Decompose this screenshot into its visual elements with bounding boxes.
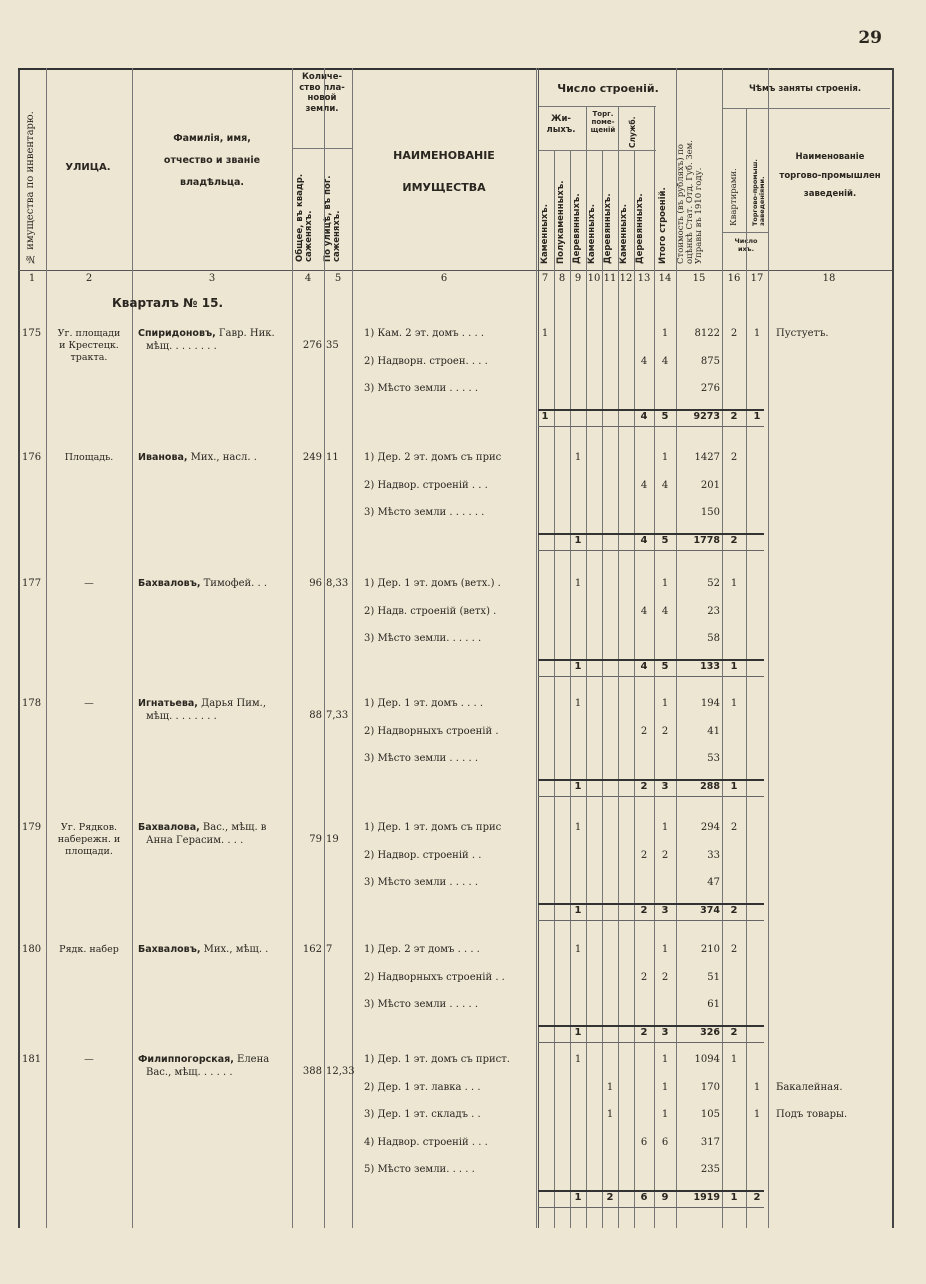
street-name: Уг. Рядков. bbox=[60, 822, 118, 833]
header-street: УЛИЦА. bbox=[65, 162, 111, 173]
property-name: 3) Мѣсто земли . . . . . . bbox=[364, 507, 485, 518]
column-number: 3 bbox=[208, 273, 216, 284]
building-count: 4 bbox=[640, 605, 648, 617]
owner-surname: Бахваловъ, bbox=[138, 578, 201, 589]
property-value: 51 bbox=[707, 971, 720, 983]
property-name: 4) Надвор. строеній . . . bbox=[364, 1136, 488, 1148]
column-number: 16 bbox=[727, 273, 741, 284]
total-trade: 1 bbox=[753, 410, 761, 422]
inventory-number: 181 bbox=[22, 1054, 42, 1065]
land-frontage: 8,33 bbox=[326, 578, 349, 589]
street-name: площади. bbox=[65, 846, 113, 857]
header-buildings-group: Число строеній. bbox=[557, 82, 659, 95]
property-value: 41 bbox=[707, 725, 720, 737]
total-building-count: 9 bbox=[661, 1191, 669, 1203]
total-rule-lower bbox=[538, 550, 764, 551]
column-rule bbox=[570, 150, 571, 1228]
inventory-number: 178 bbox=[22, 698, 42, 709]
building-count: 2 bbox=[640, 725, 648, 737]
property-name: 5) Мѣсто земли. . . . . bbox=[364, 1164, 475, 1175]
column-rule bbox=[768, 68, 769, 1228]
total-apartments: 2 bbox=[730, 534, 738, 546]
total-value: 374 bbox=[700, 904, 720, 916]
building-count: 2 bbox=[661, 849, 669, 861]
property-value: 23 bbox=[707, 605, 720, 617]
property-value: 47 bbox=[707, 877, 720, 888]
total-building-count: 2 bbox=[640, 904, 648, 916]
header-c9: Деревянныхъ. bbox=[572, 193, 582, 264]
property-name: 3) Мѣсто земли . . . . . bbox=[364, 753, 478, 764]
building-count: 1 bbox=[661, 1109, 669, 1120]
total-building-count: 3 bbox=[661, 904, 669, 916]
total-building-count: 1 bbox=[574, 1026, 582, 1038]
total-value: 288 bbox=[700, 780, 720, 792]
property-name: 2) Надв. строеній (ветх) . bbox=[364, 605, 497, 617]
enterprise-name: Пустуетъ. bbox=[776, 328, 829, 339]
building-count: 1 bbox=[574, 698, 582, 709]
header-c10: Каменныхъ. bbox=[587, 204, 597, 264]
total-building-count: 1 bbox=[574, 1191, 582, 1203]
total-rule-lower bbox=[538, 426, 764, 427]
property-value: 170 bbox=[700, 1081, 720, 1093]
property-name: 1) Кам. 2 эт. домъ . . . . bbox=[364, 328, 485, 339]
column-rule bbox=[554, 150, 555, 1228]
owner-name bbox=[138, 328, 275, 340]
owner-name bbox=[138, 452, 257, 464]
column-number: 10 bbox=[587, 273, 601, 284]
column-number: 2 bbox=[85, 273, 93, 284]
rule bbox=[722, 232, 768, 233]
total-value: 9273 bbox=[693, 410, 720, 422]
building-count: 1 bbox=[606, 1109, 614, 1120]
header-c17: Торгово-промыш. заведеніями. bbox=[751, 159, 766, 226]
header-c11: Деревянныхъ. bbox=[603, 193, 613, 264]
property-value: 52 bbox=[707, 578, 720, 589]
header-col1: № имущества по инвентарю. bbox=[25, 111, 36, 264]
property-name: 1) Дер. 1 эт. домъ съ прист. bbox=[364, 1054, 510, 1065]
total-building-count: 1 bbox=[574, 780, 582, 792]
owner-surname: Спиридоновъ, bbox=[138, 328, 216, 339]
header-c15: Стоимость (въ рубляхъ) по оцѣнкѣ Стат. Отд. Губ. Зем. Управы въ 1910 году. bbox=[676, 140, 704, 264]
property-value: 235 bbox=[700, 1164, 720, 1175]
owner-given: Дарья Пим., bbox=[197, 698, 267, 709]
property-value: 194 bbox=[700, 698, 720, 709]
building-count: 1 bbox=[661, 578, 669, 589]
rule bbox=[538, 68, 539, 1228]
column-number: 9 bbox=[574, 273, 582, 284]
building-count: 1 bbox=[541, 328, 549, 339]
apartments-count: 2 bbox=[730, 328, 738, 339]
street-name: и Крестецк. bbox=[59, 340, 119, 351]
header-trade: Торг. поме- щеній bbox=[590, 110, 616, 135]
total-value: 326 bbox=[700, 1026, 720, 1038]
trade-count: 1 bbox=[753, 328, 761, 339]
property-name: 1) Дер. 1 эт. домъ (ветх.) . bbox=[364, 578, 501, 589]
land-area: 276 bbox=[302, 340, 322, 351]
header-c8: Полукаменныхъ. bbox=[556, 180, 566, 264]
column-number: 11 bbox=[603, 273, 617, 284]
inventory-number: 175 bbox=[22, 328, 42, 339]
owner-surname: Филиппогорская, bbox=[138, 1054, 234, 1065]
owner-name bbox=[138, 698, 266, 710]
land-area: 388 bbox=[302, 1066, 322, 1077]
property-value: 210 bbox=[700, 944, 720, 955]
land-area: 79 bbox=[309, 834, 322, 845]
property-name: 3) Мѣсто земли . . . . . bbox=[364, 877, 478, 888]
property-value: 33 bbox=[707, 849, 720, 861]
header-bottom-rule bbox=[18, 270, 892, 271]
building-count: 4 bbox=[640, 355, 648, 367]
owner-detail: мѣщ. . . . . . . . bbox=[146, 711, 217, 722]
header-c7: Каменныхъ. bbox=[540, 204, 550, 264]
property-name: 3) Дер. 1 эт. складъ . . bbox=[364, 1109, 481, 1120]
header-c14: Итого строеній. bbox=[658, 187, 668, 264]
property-name: 3) Мѣсто земли . . . . . bbox=[364, 999, 478, 1010]
table-top-rule bbox=[18, 68, 892, 70]
land-frontage: 11 bbox=[326, 452, 339, 463]
building-count: 1 bbox=[661, 452, 669, 463]
column-number: 7 bbox=[541, 273, 549, 284]
total-trade: 2 bbox=[753, 1191, 761, 1203]
property-value: 61 bbox=[707, 999, 720, 1010]
trade-count: 1 bbox=[753, 1109, 761, 1120]
header-owner: Фамилія, имя, отчество и званіе владѣльца. bbox=[163, 133, 261, 188]
property-value: 1094 bbox=[694, 1054, 720, 1065]
owner-surname: Иванова, bbox=[138, 452, 188, 463]
apartments-count: 2 bbox=[730, 452, 738, 463]
column-rule bbox=[46, 68, 47, 1228]
total-value: 1919 bbox=[693, 1191, 720, 1203]
street-name: — bbox=[84, 578, 94, 589]
apartments-count: 2 bbox=[730, 822, 738, 833]
header-frontage: По улицѣ, въ пог. саженяхъ. bbox=[323, 175, 342, 262]
owner-surname: Бахвалова, bbox=[138, 822, 200, 833]
header-service: Служб. bbox=[628, 116, 637, 148]
header-land-group: Количе- ство пла- новой земли. bbox=[299, 72, 345, 114]
page-number: 29 bbox=[858, 28, 882, 48]
building-count: 6 bbox=[661, 1136, 669, 1148]
column-rule bbox=[536, 68, 537, 1228]
land-frontage: 12,33 bbox=[326, 1066, 355, 1077]
header-occupied-group: Чѣмъ заняты строенія. bbox=[748, 84, 862, 94]
inventory-number: 177 bbox=[22, 578, 42, 589]
column-rule bbox=[292, 68, 293, 1228]
rule bbox=[722, 108, 890, 109]
owner-given: Мих., мѣщ. . bbox=[200, 944, 269, 955]
street-name: — bbox=[84, 698, 94, 709]
column-number: 14 bbox=[658, 273, 672, 284]
owner-name bbox=[138, 822, 266, 834]
building-count: 1 bbox=[574, 822, 582, 833]
total-building-count: 2 bbox=[640, 780, 648, 792]
column-number: 6 bbox=[440, 273, 448, 284]
total-building-count: 5 bbox=[661, 534, 669, 546]
owner-surname: Игнатьева, bbox=[138, 698, 198, 709]
building-count: 4 bbox=[661, 355, 669, 367]
property-name: 1) Дер. 2 эт. домъ съ прис bbox=[364, 452, 502, 463]
inventory-number: 180 bbox=[22, 944, 42, 955]
total-building-count: 3 bbox=[661, 780, 669, 792]
column-number: 13 bbox=[637, 273, 651, 284]
property-name: 2) Надвор. строеній . . bbox=[364, 849, 482, 861]
total-rule-lower bbox=[538, 1042, 764, 1043]
property-value: 875 bbox=[700, 355, 720, 367]
header-residential: Жи- лыхъ. bbox=[546, 114, 576, 136]
owner-name bbox=[138, 578, 267, 590]
total-building-count: 4 bbox=[640, 410, 648, 422]
total-apartments: 2 bbox=[730, 1026, 738, 1038]
header-c16-count: Число ихъ. bbox=[734, 237, 758, 253]
column-number: 4 bbox=[304, 273, 312, 284]
street-name: Рядк. набер bbox=[59, 944, 119, 955]
property-value: 53 bbox=[707, 753, 720, 764]
building-count: 1 bbox=[661, 944, 669, 955]
apartments-count: 1 bbox=[730, 578, 738, 589]
building-count: 1 bbox=[574, 452, 582, 463]
land-area: 88 bbox=[309, 710, 322, 721]
header-c16: Квартирами. bbox=[729, 168, 739, 226]
land-frontage: 35 bbox=[326, 340, 339, 351]
column-rule bbox=[352, 68, 353, 1228]
building-count: 4 bbox=[640, 479, 648, 491]
total-building-count: 2 bbox=[606, 1191, 614, 1203]
building-count: 4 bbox=[661, 479, 669, 491]
rule bbox=[292, 148, 352, 149]
property-name: 1) Дер. 1 эт. домъ съ прис bbox=[364, 822, 502, 833]
owner-given: Тимофей. . . bbox=[200, 578, 268, 589]
building-count: 1 bbox=[574, 578, 582, 589]
owner-detail: Анна Герасим. . . . bbox=[146, 835, 244, 846]
total-building-count: 5 bbox=[661, 660, 669, 672]
owner-given: Гавр. Ник. bbox=[215, 328, 275, 339]
owner-given: Елена bbox=[233, 1054, 270, 1065]
inventory-number: 176 bbox=[22, 452, 42, 463]
total-value: 133 bbox=[700, 660, 720, 672]
column-number: 17 bbox=[750, 273, 764, 284]
land-frontage: 7 bbox=[326, 944, 333, 955]
total-rule-lower bbox=[538, 1207, 764, 1208]
property-name: 3) Мѣсто земли . . . . . bbox=[364, 383, 478, 394]
total-value: 1778 bbox=[693, 534, 720, 546]
total-building-count: 4 bbox=[640, 534, 648, 546]
quarter-title: Кварталъ № 15. bbox=[112, 296, 223, 310]
building-count: 2 bbox=[640, 849, 648, 861]
enterprise-name: Подъ товары. bbox=[776, 1109, 848, 1120]
total-building-count: 4 bbox=[640, 660, 648, 672]
building-count: 6 bbox=[640, 1136, 648, 1148]
total-building-count: 3 bbox=[661, 1026, 669, 1038]
apartments-count: 2 bbox=[730, 944, 738, 955]
total-rule-lower bbox=[538, 796, 764, 797]
total-rule-lower bbox=[538, 920, 764, 921]
property-name: 1) Дер. 1 эт. домъ . . . . bbox=[364, 698, 484, 709]
street-name: набережн. и bbox=[57, 834, 121, 845]
column-rule bbox=[602, 150, 603, 1228]
street-name: тракта. bbox=[70, 352, 108, 363]
building-count: 1 bbox=[574, 1054, 582, 1065]
owner-name bbox=[138, 1054, 269, 1066]
property-name: 1) Дер. 2 эт домъ . . . . bbox=[364, 944, 480, 955]
header-property: НАИМЕНОВАНІЕ ИМУЩЕСТВА bbox=[393, 149, 495, 194]
total-building-count: 1 bbox=[574, 904, 582, 916]
header-c18: Наименованіе торгово-промышлен заведеній. bbox=[779, 152, 881, 200]
total-building-count: 5 bbox=[661, 410, 669, 422]
building-count: 1 bbox=[661, 328, 669, 339]
column-number: 8 bbox=[558, 273, 566, 284]
column-number: 5 bbox=[334, 273, 342, 284]
header-c13: Деревянныхъ. bbox=[635, 193, 645, 264]
total-building-count: 1 bbox=[574, 660, 582, 672]
property-value: 58 bbox=[707, 633, 720, 644]
total-apartments: 1 bbox=[730, 780, 738, 792]
property-value: 294 bbox=[700, 822, 720, 833]
header-area: Общее, въ квадр. саженяхъ. bbox=[295, 173, 314, 262]
total-building-count: 1 bbox=[541, 410, 549, 422]
land-area: 162 bbox=[302, 944, 322, 955]
street-name: Уг. площади bbox=[57, 328, 121, 339]
property-name: 3) Мѣсто земли. . . . . . bbox=[364, 633, 482, 644]
total-building-count: 6 bbox=[640, 1191, 648, 1203]
property-value: 317 bbox=[700, 1136, 720, 1148]
building-count: 1 bbox=[661, 1081, 669, 1093]
land-frontage: 7,33 bbox=[326, 710, 349, 721]
owner-detail: мѣщ. . . . . . . . bbox=[146, 341, 217, 352]
building-count: 2 bbox=[661, 971, 669, 983]
column-number: 1 bbox=[28, 273, 36, 284]
land-area: 96 bbox=[309, 578, 322, 589]
total-apartments: 2 bbox=[730, 410, 738, 422]
enterprise-name: Бакалейная. bbox=[776, 1081, 843, 1093]
column-rule bbox=[324, 68, 325, 1228]
property-name: 2) Надвор. строеній . . . bbox=[364, 479, 488, 491]
inventory-number: 179 bbox=[22, 822, 42, 833]
property-value: 105 bbox=[700, 1109, 720, 1120]
street-name: — bbox=[84, 1054, 94, 1065]
property-name: 2) Дер. 1 эт. лавка . . . bbox=[364, 1081, 481, 1093]
property-value: 201 bbox=[700, 479, 720, 491]
property-value: 150 bbox=[700, 507, 720, 518]
property-value: 8122 bbox=[694, 328, 720, 339]
rule bbox=[538, 106, 656, 107]
property-name: 2) Надворныхъ строеній . . bbox=[364, 971, 505, 983]
total-apartments: 2 bbox=[730, 904, 738, 916]
column-rule bbox=[132, 68, 133, 1228]
trade-count: 1 bbox=[753, 1081, 761, 1093]
building-count: 2 bbox=[661, 725, 669, 737]
building-count: 2 bbox=[640, 971, 648, 983]
owner-surname: Бахваловъ, bbox=[138, 944, 201, 955]
building-count: 1 bbox=[606, 1081, 614, 1093]
owner-given: Мих., насл. . bbox=[187, 452, 257, 463]
owner-detail: Вас., мѣщ. . . . . . bbox=[146, 1067, 233, 1078]
owner-name bbox=[138, 944, 268, 956]
total-apartments: 1 bbox=[730, 1191, 738, 1203]
owner-given: Вас., мѣщ. в bbox=[199, 822, 267, 833]
total-building-count: 2 bbox=[640, 1026, 648, 1038]
building-count: 1 bbox=[661, 822, 669, 833]
property-name: 2) Надворн. строен. . . . bbox=[364, 355, 488, 367]
property-name: 2) Надворныхъ строеній . bbox=[364, 725, 499, 737]
column-number: 12 bbox=[619, 273, 633, 284]
apartments-count: 1 bbox=[730, 1054, 738, 1065]
total-apartments: 1 bbox=[730, 660, 738, 672]
building-count: 4 bbox=[661, 605, 669, 617]
column-rule bbox=[722, 68, 723, 1228]
building-count: 1 bbox=[661, 698, 669, 709]
column-rule bbox=[634, 150, 635, 1228]
land-area: 249 bbox=[302, 452, 322, 463]
column-number: 18 bbox=[822, 273, 836, 284]
street-name: Площадь. bbox=[64, 452, 114, 463]
column-number: 15 bbox=[692, 273, 706, 284]
building-count: 1 bbox=[574, 944, 582, 955]
property-value: 276 bbox=[700, 383, 720, 394]
building-count: 1 bbox=[661, 1054, 669, 1065]
header-c12: Каменныхъ. bbox=[619, 204, 629, 264]
total-rule-lower bbox=[538, 676, 764, 677]
property-value: 1427 bbox=[694, 452, 720, 463]
land-frontage: 19 bbox=[326, 834, 339, 845]
apartments-count: 1 bbox=[730, 698, 738, 709]
total-building-count: 1 bbox=[574, 534, 582, 546]
rule bbox=[538, 150, 656, 151]
